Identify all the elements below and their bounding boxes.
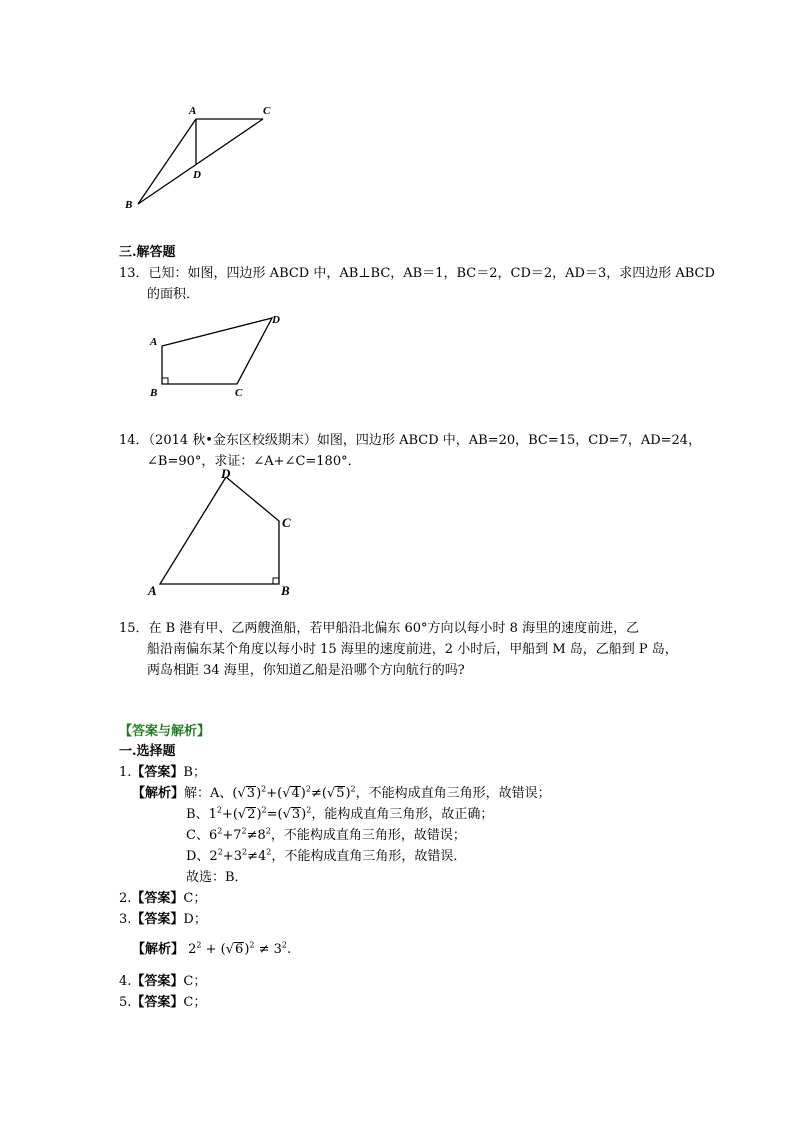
question-15-line2: 船沿南偏东某个角度以每小时 15 海里的速度前进，2 小时后，甲船到 M 岛，乙船到 P 岛， — [147, 642, 678, 657]
question-text: 已知：如图，四边形 ABCD 中，AB⊥BC，AB＝1，BC＝2，CD＝2，AD＝3，求四边形 ABCD — [148, 266, 715, 281]
answer-value: C； — [183, 891, 207, 906]
question-13-line2: 的面积． — [147, 287, 200, 302]
figure-quadrilateral-14 — [143, 466, 308, 596]
label-a: A — [189, 105, 197, 117]
label-b: B — [125, 199, 133, 211]
label-d: D — [272, 314, 280, 326]
answer-number: 5. — [119, 995, 132, 1010]
answer-tag: 【答案】 — [131, 995, 184, 1010]
answer-number: 2. — [119, 891, 132, 906]
answer-value: B； — [183, 765, 206, 780]
question-number: 13． — [119, 266, 149, 281]
figure-quadrilateral-13 — [145, 308, 295, 403]
answer-tag: 【答案】 — [131, 891, 184, 906]
question-number: 15． — [119, 621, 149, 636]
label-d: D — [193, 169, 201, 181]
analysis-rest: ，不能构成直角三角形，故错误； — [270, 828, 466, 843]
answer-number: 1. — [119, 765, 132, 780]
answer-tag: 【答案】 — [131, 765, 184, 780]
segment-ab — [138, 119, 196, 204]
analysis-rest: ，能构成直角三角形，故正确； — [311, 807, 494, 822]
question-text: （2014 秋•金东区校级期末）如图，四边形 ABCD 中，AB=20，BC=15，CD=7，AD=24， — [148, 433, 702, 448]
right-angle-mark — [273, 578, 279, 584]
analysis-1-line-c: C、$6^2+7^2\ne 8^2$，不能构成直角三角形，故错误； — [186, 826, 466, 843]
segment-cb — [138, 119, 263, 204]
answer-value: D； — [183, 912, 207, 927]
analysis-1-choice: 故选：B． — [186, 870, 248, 885]
analysis-1-line-b: B、$1^2+(√2)^2=(√3)^2$，能构成直角三角形，故正确； — [186, 805, 494, 822]
label-c: C — [263, 105, 271, 117]
quadrilateral-outline — [160, 477, 279, 584]
question-14-line1 — [119, 432, 701, 449]
right-angle-mark — [162, 378, 168, 384]
question-14-line2: ∠B=90°，求证：∠A+∠C=180°． — [147, 454, 361, 469]
analysis-tag: 【解析】 — [132, 942, 185, 957]
label-b: B — [281, 583, 290, 596]
question-15-line1 — [119, 620, 639, 637]
answer-3 — [119, 911, 207, 928]
answer-value: C； — [183, 995, 207, 1010]
section-title-3: 三.解答题 — [119, 245, 176, 260]
analysis-prefix: B、 — [186, 807, 209, 822]
analysis-prefix: 解：A、( — [184, 786, 238, 801]
answer-2 — [119, 890, 206, 907]
label-c: C — [235, 387, 243, 399]
analysis-1-line-a: 【解析】解：A、$(√3)^2+(√4)^2\ne(√5)^2$，不能构成直角三角形，故错误； — [132, 784, 551, 801]
label-a: A — [150, 336, 158, 348]
answer-number: 3. — [119, 912, 132, 927]
question-number: 14． — [119, 433, 149, 448]
answer-1 — [119, 764, 206, 781]
label-d: D — [221, 466, 231, 481]
answer-value: C； — [183, 974, 207, 989]
answer-tag: 【答案】 — [131, 974, 184, 989]
answers-title: 【答案与解析】 — [119, 724, 211, 739]
label-b: B — [150, 387, 158, 399]
answer-5 — [119, 994, 206, 1011]
figure-triangle-abcd — [120, 98, 290, 218]
analysis-3: 【解析】 $2^2 + (√6)^2 \ne 3^2$. — [132, 940, 292, 957]
answer-4 — [119, 973, 206, 990]
answer-tag: 【答案】 — [131, 912, 184, 927]
label-a: A — [148, 583, 157, 596]
label-c: C — [282, 515, 291, 530]
analysis-rest: ，不能构成直角三角形，故错误； — [355, 786, 551, 801]
analysis-rest: ，不能构成直角三角形，故错误． — [271, 849, 467, 864]
question-13-line1 — [119, 265, 715, 282]
question-text: 在 B 港有甲、乙两艘渔船，若甲船沿北偏东 60°方向以每小时 8 海里的速度前进，乙 — [148, 621, 640, 636]
analysis-tag: 【解析】 — [132, 786, 185, 801]
answer-number: 4. — [119, 974, 132, 989]
quadrilateral-outline — [162, 318, 272, 384]
analysis-1-line-d: D、$2^2+3^2\ne 4^2$，不能构成直角三角形，故错误． — [186, 847, 467, 864]
question-15-line3: 两岛相距 34 海里，你知道乙船是沿哪个方向航行的吗? — [147, 663, 465, 678]
answers-section-1: 一.选择题 — [119, 744, 176, 759]
